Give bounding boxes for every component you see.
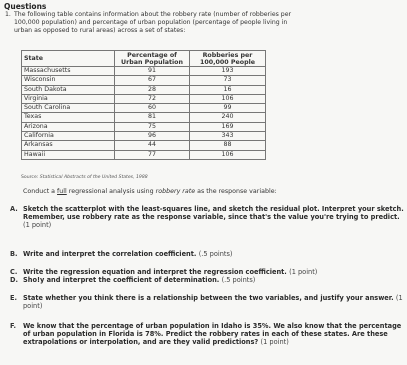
urban-cell: 44 <box>115 141 190 150</box>
state-cell: Arizona <box>22 122 115 131</box>
table-row <box>22 76 266 85</box>
robbery-cell: 343 <box>190 132 266 141</box>
table-row <box>22 94 266 103</box>
robbery-data-table <box>21 50 266 160</box>
question-letter: B. <box>10 250 18 258</box>
question-letter: C. <box>10 268 18 276</box>
table-row <box>22 122 266 131</box>
question-text: Write the regression equation and interpret the regression coefficient. <box>23 268 287 276</box>
robbery-header-line-1: Robberies per <box>202 51 253 59</box>
conduct-underlined: full <box>57 188 67 195</box>
question-points: (1 point) <box>23 294 403 311</box>
source-label: Source: <box>21 175 39 180</box>
intro-line-1: The following table contains information about the robbery rate (number of robberies per <box>14 11 292 18</box>
question-d <box>4 276 404 284</box>
source-text: Statistical Abstracts of the United States, 1988 <box>38 175 148 180</box>
state-column-header: State <box>22 51 115 67</box>
question-points: (1 point) <box>260 338 289 347</box>
question-a <box>4 205 404 230</box>
robbery-cell: 73 <box>190 76 266 85</box>
urban-cell: 91 <box>115 67 190 76</box>
table-row <box>22 141 266 150</box>
urban-cell: 75 <box>115 122 190 131</box>
robbery-cell: 106 <box>190 150 266 159</box>
conduct-instruction <box>23 188 277 195</box>
question-text: State whether you think there is a relationship between the two variables, and justify your answer. <box>23 294 394 302</box>
robbery-header-line-2: 100,000 People <box>199 58 256 66</box>
table-source-note <box>21 175 148 180</box>
robbery-rate-column-header <box>190 51 266 67</box>
question-text: We know that the percentage of urban population in Idaho is 35%. We also know that the percentage of urban population in Florida is 78%. Predict the robbery rates in each of these states. Are these extrapolations or interpolation, and are they valid predictions? <box>23 322 402 347</box>
robbery-cell: 240 <box>190 113 266 122</box>
table-row <box>22 85 266 94</box>
question-f <box>4 322 404 347</box>
table-header-row <box>22 51 266 67</box>
table-row <box>22 132 266 141</box>
urban-header-line-1: Percentage of <box>127 51 177 59</box>
question-number: 1. <box>5 11 11 18</box>
urban-header-line-2: Urban Population <box>121 58 183 66</box>
question-intro <box>5 11 403 35</box>
question-text: Sho!y and interpret the coefficient of determination. <box>23 276 220 284</box>
state-cell: Hawaii <box>22 150 115 159</box>
robbery-cell: 16 <box>190 85 266 94</box>
table-row <box>22 67 266 76</box>
intro-line-2: 100,000 population) and percentage of urban population (percentage of people living in <box>14 19 288 27</box>
conduct-mid: regressional analysis using <box>66 188 156 195</box>
table-row <box>22 150 266 159</box>
state-cell: South Dakota <box>22 85 115 94</box>
urban-cell: 81 <box>115 113 190 122</box>
robbery-cell: 169 <box>190 122 266 131</box>
state-cell: Massachusetts <box>22 67 115 76</box>
question-text: Sketch the scatterplot with the least-squares line, and sketch the residual plot. Interpret your sketch. Remember, use robbery rate as the response variable, since that's the value you're trying to predict. <box>23 205 404 222</box>
urban-cell: 67 <box>115 76 190 85</box>
question-letter: F. <box>10 322 17 330</box>
questions-heading: Questions <box>4 2 47 11</box>
question-points: (.5 points) <box>198 250 233 258</box>
question-points: (1 point) <box>23 221 52 230</box>
question-text: Write and interpret the correlation coefficient. <box>23 250 197 258</box>
question-letter: A. <box>10 205 18 213</box>
question-e <box>4 294 404 310</box>
table-row <box>22 113 266 122</box>
state-cell: Texas <box>22 113 115 122</box>
question-letter: E. <box>10 294 18 302</box>
conduct-post: as the response variable: <box>195 188 277 195</box>
conduct-pre: Conduct a <box>23 188 58 195</box>
urban-cell: 72 <box>115 94 190 103</box>
urban-percent-column-header <box>115 51 190 67</box>
urban-cell: 77 <box>115 150 190 159</box>
urban-cell: 28 <box>115 85 190 94</box>
robbery-cell: 106 <box>190 94 266 103</box>
question-points: (.5 points) <box>221 276 256 284</box>
urban-cell: 60 <box>115 104 190 113</box>
robbery-cell: 193 <box>190 67 266 76</box>
table-row <box>22 104 266 113</box>
conduct-italic: robbery rate <box>155 188 196 195</box>
question-letter: D. <box>10 276 18 284</box>
robbery-cell: 88 <box>190 141 266 150</box>
question-b <box>4 250 404 258</box>
state-cell: Arkansas <box>22 141 115 150</box>
urban-cell: 96 <box>115 132 190 141</box>
intro-line-3: urban as opposed to rural areas) across a set of states: <box>14 27 186 35</box>
question-c <box>4 268 404 276</box>
state-cell: South Carolina <box>22 104 115 113</box>
state-cell: California <box>22 132 115 141</box>
question-points: (1 point) <box>289 268 318 276</box>
state-cell: Wisconsin <box>22 76 115 85</box>
state-cell: Virginia <box>22 94 115 103</box>
robbery-cell: 99 <box>190 104 266 113</box>
